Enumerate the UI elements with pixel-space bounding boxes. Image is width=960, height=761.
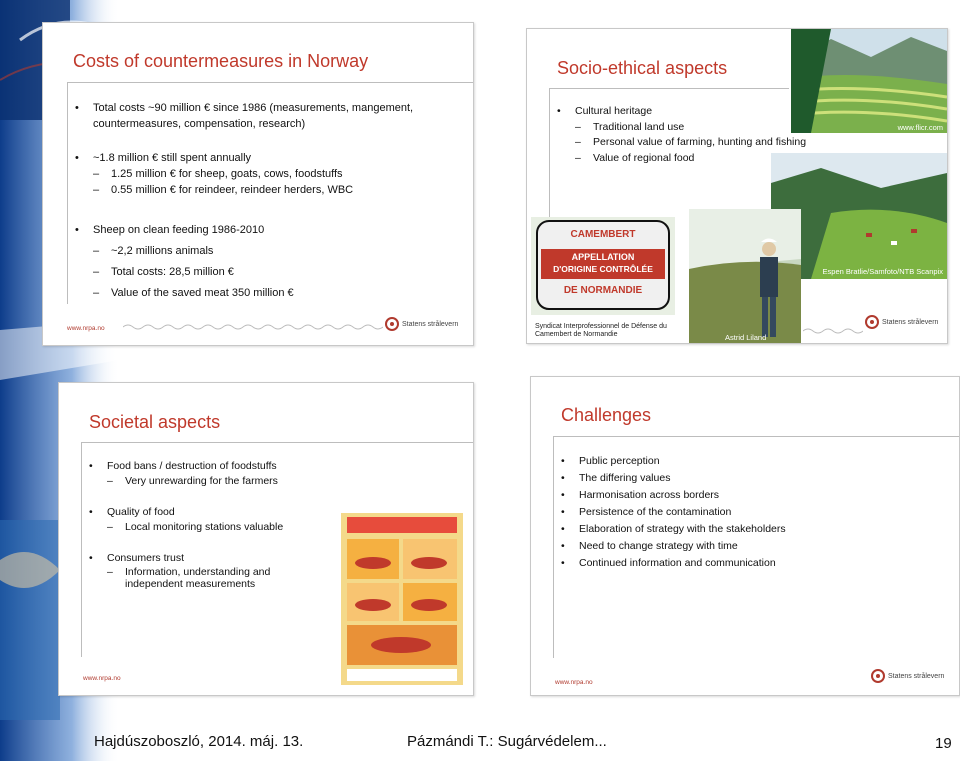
slide-title: Challenges: [561, 405, 652, 425]
sun-icon: [871, 669, 885, 683]
content-divider: [549, 88, 550, 218]
sub-bullet-item: – 1.25 million € for sheep, goats, cows, foodstuffs: [71, 166, 461, 182]
photo-credit: www.flicr.com: [897, 123, 943, 132]
sun-icon: [865, 315, 879, 329]
bullet-item: • Total costs ~90 million € since 1986 (measurements, mangement, countermeasures, compensation, research): [71, 100, 461, 132]
bullet-item: • Continued information and communication: [557, 555, 937, 572]
title-divider: [549, 88, 789, 89]
title-divider: [67, 82, 473, 83]
wave-decoration: [123, 323, 383, 331]
bullet-item: • Cultural heritage: [553, 104, 853, 120]
bullet-item: • Sheep on clean feeding 1986-2010: [71, 222, 461, 238]
sub-bullet-item: – Personal value of farming, hunting and fishing: [553, 135, 853, 151]
syndicat-caption: Syndicat Interprofessionnel de Défense du Camembert de Normandie: [535, 323, 667, 338]
farmer-photo: [689, 209, 801, 343]
bullet-list: [85, 459, 325, 590]
bullet-item: • Food bans / destruction of foodstuffs: [85, 459, 325, 474]
sun-icon: [385, 317, 399, 331]
label-text-bottom: DE NORMANDIE: [563, 285, 643, 296]
bullet-item: • Quality of food: [85, 505, 325, 520]
slide-title: Socio-ethical aspects: [557, 58, 728, 78]
content-divider: [67, 82, 68, 304]
photo-credit: Espen Bratlie/Samfoto/NTB Scanpix: [822, 267, 943, 276]
bullet-item: • The differing values: [557, 470, 937, 487]
bullet-list: [557, 453, 937, 572]
bullet-item: • Harmonisation across borders: [557, 487, 937, 504]
slide-challenges: [530, 376, 960, 696]
content-divider: [81, 442, 82, 657]
bullet-item: • ~1.8 million € still spent annually: [71, 150, 461, 166]
slide-title: Societal aspects: [89, 412, 221, 432]
bullet-list: [71, 100, 461, 301]
slide-societal: [58, 382, 474, 696]
title-divider: [553, 436, 959, 437]
sub-bullet-item: – ~2,2 millions animals: [71, 243, 461, 259]
sub-bullet-item: – Local monitoring stations valuable: [85, 520, 325, 535]
photo-credit: Astrid Liland: [725, 333, 767, 342]
terrace-photo: [791, 29, 947, 133]
sub-bullet-item: – Traditional land use: [553, 120, 853, 136]
nrpa-logo: Statens strålevern: [385, 317, 458, 331]
bullet-item: • Need to change strategy with time: [557, 538, 937, 555]
label-text-top: CAMEMBERT: [570, 229, 636, 240]
nrpa-logo: Statens strålevern: [865, 315, 938, 329]
bullet-item: • Persistence of the contamination: [557, 504, 937, 521]
slide-url: www.nrpa.no: [67, 325, 105, 332]
wave-decoration: [803, 327, 863, 335]
title-divider: [81, 442, 473, 443]
page-number: 19: [935, 735, 952, 752]
sub-bullet-item: – Value of regional food: [553, 151, 853, 167]
slide-url: www.nrpa.no: [555, 679, 593, 686]
bullet-item: • Elaboration of strategy with the stakeholders: [557, 521, 937, 538]
nrpa-logo: Statens strålevern: [871, 669, 944, 683]
fish-flyer-image: [341, 513, 463, 685]
sub-bullet-item: – Value of the saved meat 350 million €: [71, 285, 461, 301]
footer-left: Hajdúszoboszló, 2014. máj. 13.: [94, 733, 304, 750]
label-text-mid1: APPELLATION: [571, 252, 635, 262]
slide-url: www.nrpa.no: [83, 675, 121, 682]
slide-title: Costs of countermeasures in Norway: [73, 51, 369, 71]
sub-bullet-item: – Very unrewarding for the farmers: [85, 474, 325, 489]
content-divider: [553, 436, 554, 658]
bullet-item: • Public perception: [557, 453, 937, 470]
camembert-label: [531, 217, 675, 315]
label-text-mid2: D'ORIGINE CONTRÔLÉE: [553, 264, 653, 274]
sub-bullet-item: – Information, understanding and independent measurements: [85, 566, 325, 590]
sub-bullet-item: – 0.55 million € for reindeer, reindeer herders, WBC: [71, 182, 461, 198]
bullet-item: • Consumers trust: [85, 551, 325, 566]
slide-costs: [42, 22, 474, 346]
slide-socio-ethical: [526, 28, 948, 344]
sub-bullet-item: – Total costs: 28,5 million €: [71, 264, 461, 280]
footer-center: Pázmándi T.: Sugárvédelem...: [407, 733, 607, 750]
